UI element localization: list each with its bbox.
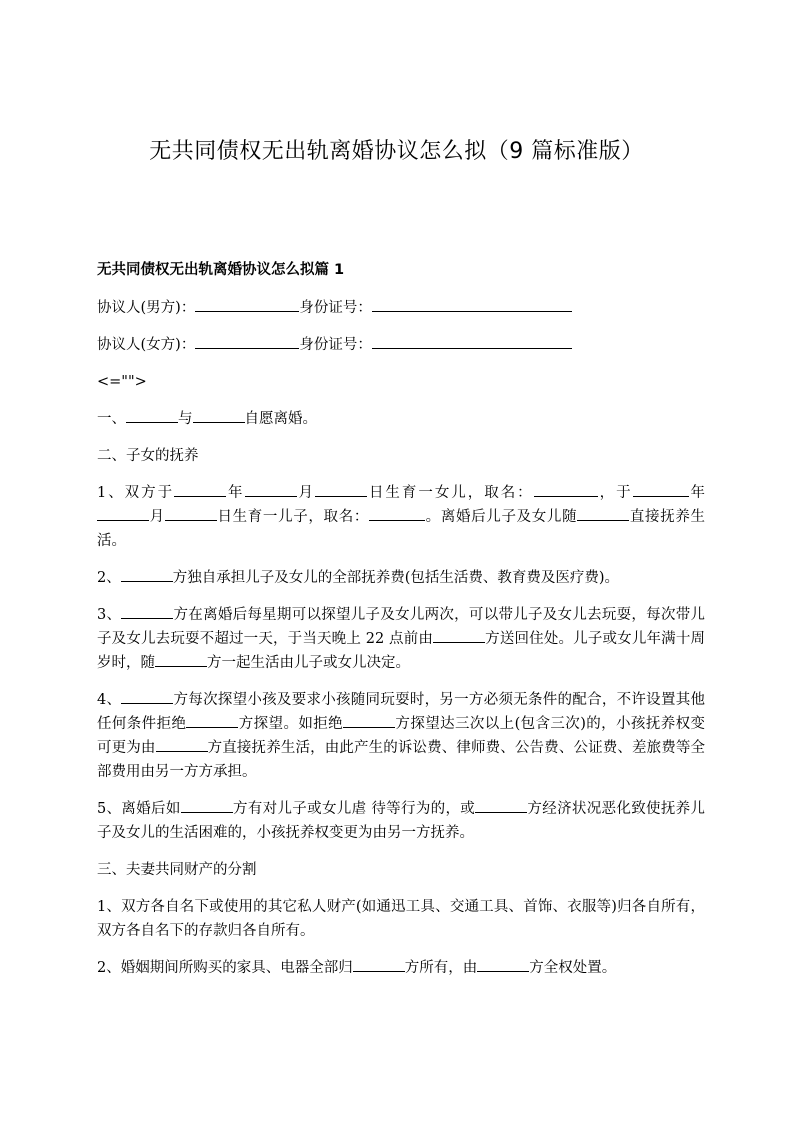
item1-prefix: 一、 <box>97 411 126 427</box>
paragraph-child-5 <box>97 797 705 845</box>
p4-blank-party2[interactable] <box>186 712 238 728</box>
document-body <box>97 258 705 993</box>
party-female-label: 协议人(女方)： <box>97 337 196 353</box>
p1-text-d: 日生育一女儿，取名： <box>366 485 534 501</box>
p1-blank-son-name[interactable] <box>369 505 425 521</box>
page-title: 无共同债权无出轨离婚协议怎么拟（9 篇标准版） <box>149 139 644 164</box>
party-female-id-blank[interactable] <box>372 333 572 349</box>
heading-property-division: 三、夫妻共同财产的分割 <box>97 862 257 878</box>
p3-text-b: 方在离婚后每星期可以探望儿子及女儿两次，可以带儿子及女儿去玩耍，每次带儿子及女儿去玩耍不超过一天，于当天晚上 22 点前由 <box>97 607 705 647</box>
party-male-name-blank[interactable] <box>195 296 299 312</box>
p4-text-c: 方探望。如拒绝 <box>238 716 344 732</box>
p2-text-b: 方独自承担儿子及女儿的全部抚养费(包括生活费、教育费及医疗费)。 <box>172 570 620 586</box>
party-male-line <box>97 296 705 320</box>
p1-blank-custodian[interactable] <box>577 505 629 521</box>
p5-text-b: 方有对儿子或女儿虐 待等行为的，或 <box>232 801 476 817</box>
p3-text-a: 3、 <box>97 607 122 623</box>
item1-with: 与 <box>178 411 193 427</box>
party-female-id-label: 身份证号： <box>299 337 372 353</box>
paragraph-property-1: 1、双方各自名下或使用的其它私人财产(如通迅工具、交通工具、首饰、衣服等)归各自所有，双方各自名下的存款归各自所有。 <box>97 899 705 939</box>
p2-text-a: 2、 <box>97 570 121 586</box>
p1-blank-daughter-name[interactable] <box>534 481 598 497</box>
p3-blank-party1[interactable] <box>121 603 173 619</box>
p3-blank-party3[interactable] <box>155 651 207 667</box>
p1-blank-month2[interactable] <box>97 505 149 521</box>
q2-blank-party2[interactable] <box>477 956 529 972</box>
p1-text-b: 年 <box>226 485 245 501</box>
p3-text-d: 方一起生活由儿子或女儿决定。 <box>207 655 410 671</box>
p1-text-i: 。离婚后儿子及女儿随 <box>425 509 578 525</box>
p4-blank-party3[interactable] <box>343 712 395 728</box>
p1-blank-year1[interactable] <box>174 481 226 497</box>
p4-text-e: 方直接抚养生活，由此产生的诉讼费、律师费、公告费、公证费、差旅费等全部费用由另一方方承担。 <box>97 740 706 780</box>
q2-text-c: 方全权处置。 <box>529 960 617 976</box>
p1-text-f: 年 <box>688 485 706 501</box>
paragraph-child-4 <box>97 688 705 784</box>
p5-blank-party2[interactable] <box>475 797 527 813</box>
p1-text-a: 1、双方于 <box>97 485 175 501</box>
paragraph-property-2 <box>97 956 705 980</box>
p3-text-c: 方送回住处。儿子或女儿年满十周岁时，随 <box>97 631 705 671</box>
p4-text-d: 方探望达三次以上(包含三次)的，小孩抚养权变可更为由 <box>97 716 706 756</box>
item1-blank-b[interactable] <box>193 407 245 423</box>
p1-text-h: 日生育一儿子，取名： <box>216 509 370 525</box>
p1-blank-day1[interactable] <box>315 481 367 497</box>
p1-text-e: ，于 <box>597 485 633 501</box>
section-title: 无共同债权无出轨离婚协议怎么拟篇 1 <box>97 262 345 278</box>
party-female-name-blank[interactable] <box>195 333 299 349</box>
item1-suffix: 自愿离婚。 <box>244 411 317 427</box>
heading-child-custody: 二、子女的抚养 <box>97 448 199 464</box>
p1-text-c: 月 <box>296 485 315 501</box>
q2-text-a: 2、婚姻期间所购买的家具、电器全部归 <box>97 960 353 976</box>
p1-blank-year2[interactable] <box>633 481 689 497</box>
p5-text-a: 5、离婚后如 <box>97 801 181 817</box>
p1-text-g: 月 <box>149 509 165 525</box>
paragraph-child-3 <box>97 603 705 675</box>
paragraph-child-1 <box>97 481 705 553</box>
q2-blank-party1[interactable] <box>353 956 405 972</box>
party-male-id-label: 身份证号： <box>299 300 372 316</box>
q2-text-b: 方所有，由 <box>404 960 478 976</box>
p2-blank-party[interactable] <box>121 566 173 582</box>
party-female-line <box>97 333 705 357</box>
party-male-label: 协议人(男方)： <box>97 300 196 316</box>
p4-blank-party1[interactable] <box>121 688 173 704</box>
p3-blank-party2[interactable] <box>433 627 485 643</box>
p4-text-b: 方每次探望小孩及要求小孩随同玩耍时，另一方必须无条件的配合，不许设置其他任何条件拒绝 <box>97 692 705 732</box>
item1-blank-a[interactable] <box>126 407 178 423</box>
p4-blank-party4[interactable] <box>156 736 208 752</box>
stray-markup-text: <=""> <box>97 374 147 390</box>
party-male-id-blank[interactable] <box>372 296 572 312</box>
item-voluntary-divorce <box>97 407 705 431</box>
p5-blank-party1[interactable] <box>181 797 233 813</box>
p5-text-c: 方经济状况恶化致使抚养儿子及女儿的生活困难的，小孩抚养权变更为由另一方抚养。 <box>97 801 705 841</box>
p4-text-a: 4、 <box>97 692 122 708</box>
paragraph-child-2 <box>97 566 705 590</box>
p1-text-j: 直接抚养生活。 <box>97 509 706 549</box>
p1-blank-day2[interactable] <box>165 505 217 521</box>
p1-blank-month1[interactable] <box>245 481 297 497</box>
